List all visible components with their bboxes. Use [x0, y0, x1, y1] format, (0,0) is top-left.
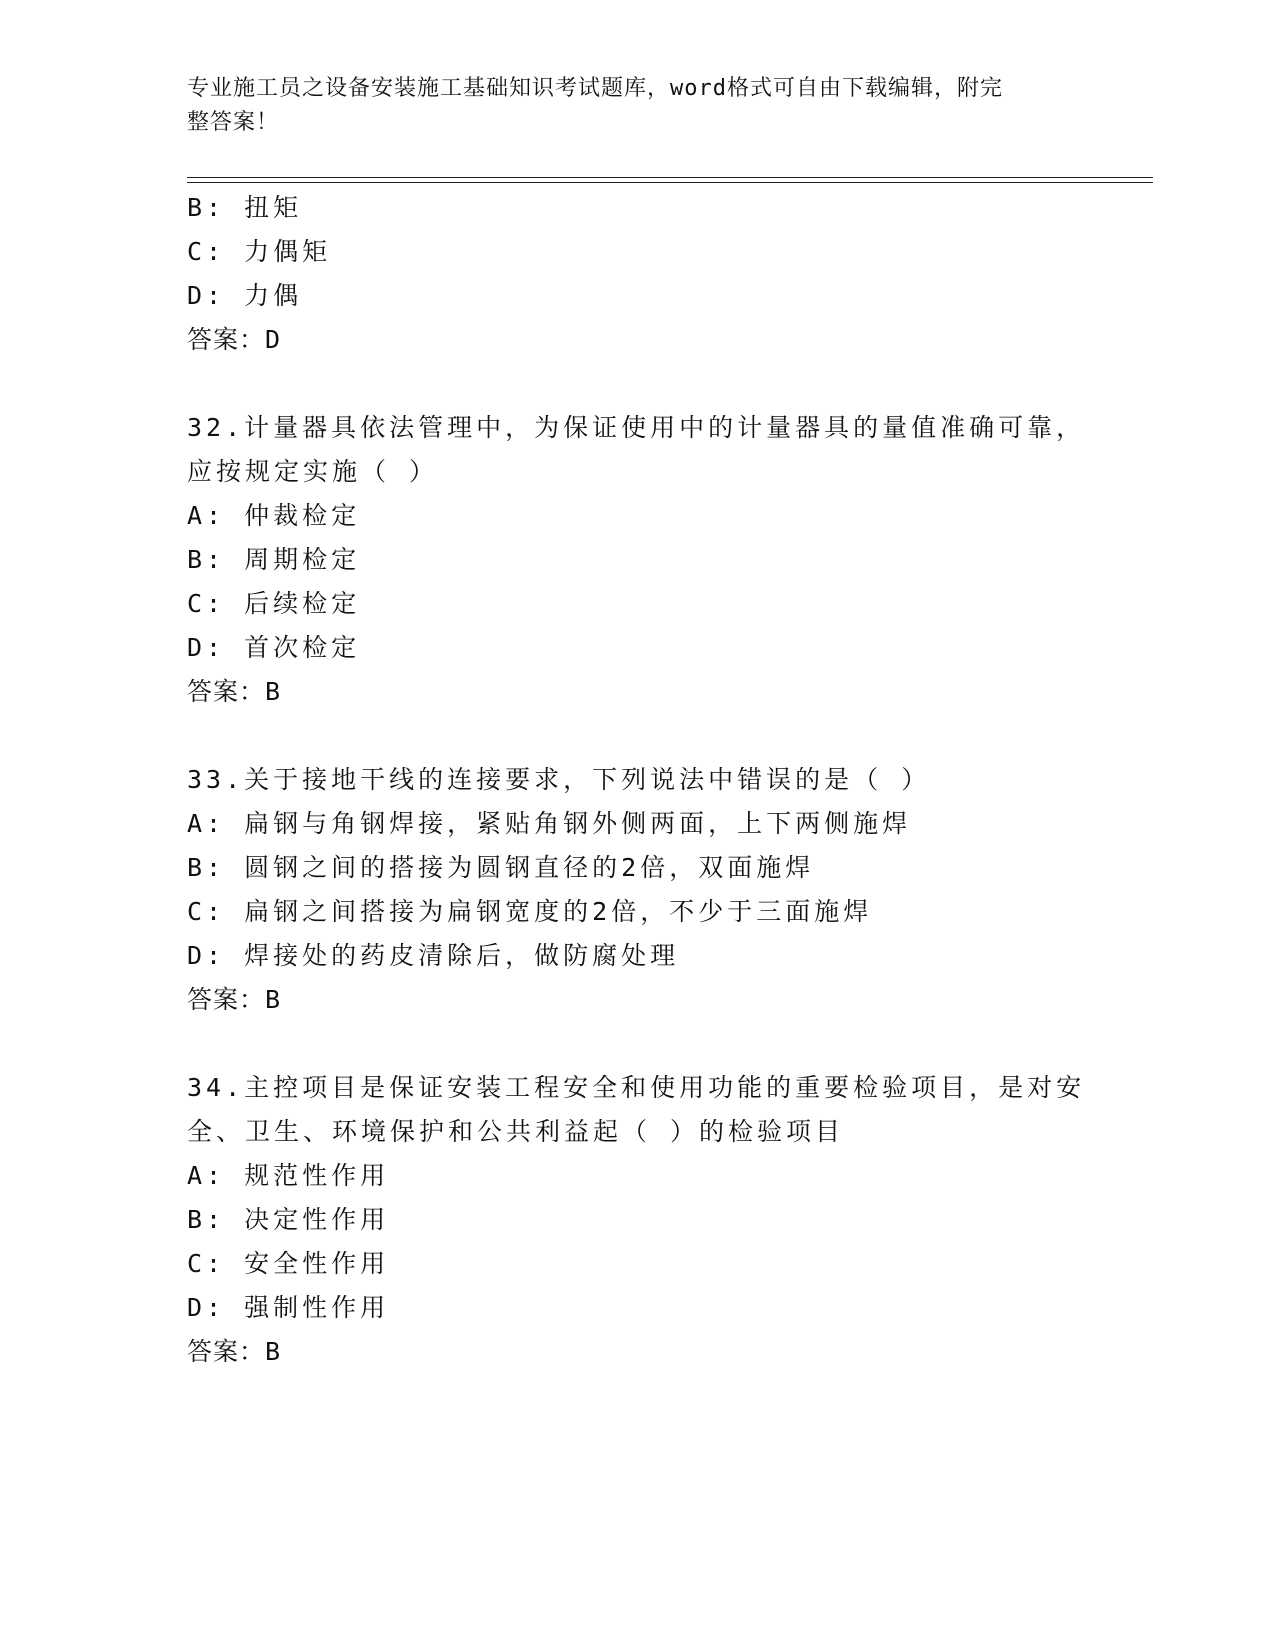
header-rule-top: [187, 177, 1153, 178]
q32-option-a: A: 仲裁检定: [187, 501, 361, 530]
header-line-2: 整答案！: [187, 110, 280, 135]
q31-option-b: B: 扭矩: [187, 193, 303, 222]
q34-answer: 答案：B: [187, 1337, 282, 1366]
q34-option-a: A: 规范性作用: [187, 1161, 390, 1190]
q31-option-d: D: 力偶: [187, 281, 303, 310]
q33-option-b: B: 圆钢之间的搭接为圆钢直径的2倍，双面施焊: [187, 853, 815, 882]
q32-option-d: D: 首次检定: [187, 633, 361, 662]
q33-option-c: C: 扁钢之间搭接为扁钢宽度的2倍，不少于三面施焊: [187, 897, 873, 926]
document-header: [187, 72, 1067, 140]
q34-option-c: C: 安全性作用: [187, 1249, 390, 1278]
q33-option-a: A: 扁钢与角钢焊接，紧贴角钢外侧两面，上下两侧施焊: [187, 809, 912, 838]
q34-option-b: B: 决定性作用: [187, 1205, 390, 1234]
q34-stem-line-2: 全、卫生、环境保护和公共利益起（ ）的检验项目: [187, 1117, 845, 1146]
q34-option-d: D: 强制性作用: [187, 1293, 390, 1322]
q33-answer: 答案：B: [187, 985, 282, 1014]
q32-stem-line-1: 32.计量器具依法管理中，为保证使用中的计量器具的量值准确可靠，: [187, 413, 1086, 442]
q32-answer: 答案：B: [187, 677, 282, 706]
q32-option-c: C: 后续检定: [187, 589, 361, 618]
q33-option-d: D: 焊接处的药皮清除后，做防腐处理: [187, 941, 680, 970]
header-rule-bottom: [187, 182, 1153, 183]
q34-stem-line-1: 34.主控项目是保证安装工程安全和使用功能的重要检验项目，是对安: [187, 1073, 1086, 1102]
q32-option-b: B: 周期检定: [187, 545, 361, 574]
q31-option-c: C: 力偶矩: [187, 237, 332, 266]
header-line-1: 专业施工员之设备安装施工基础知识考试题库，word格式可自由下载编辑，附完: [187, 76, 1003, 101]
q31-answer: 答案：D: [187, 325, 282, 354]
q32-stem-line-2: 应按规定实施（ ）: [187, 457, 439, 486]
q33-stem-line-1: 33.关于接地干线的连接要求，下列说法中错误的是（ ）: [187, 765, 931, 794]
